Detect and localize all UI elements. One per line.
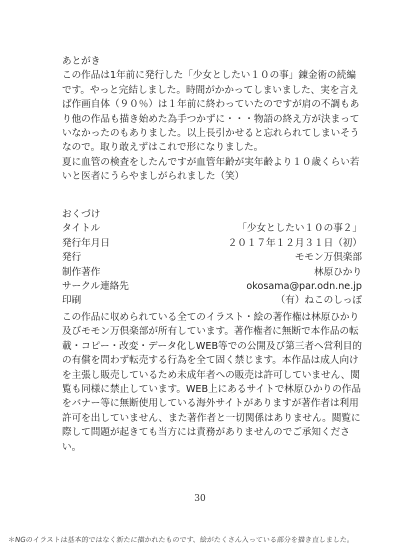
colophon-label: タイトル <box>62 223 101 235</box>
colophon-row-title <box>62 222 362 236</box>
afterword-section <box>62 55 362 185</box>
colophon-row-publisher <box>62 251 362 265</box>
colophon-label: サークル連絡先 <box>62 281 129 293</box>
colophon-label: 発行年月日 <box>62 237 110 249</box>
footnote: ＊NGのイラストは基本的ではなく新たに描かれたものです、絵がたくさん入っている部分を描き直しました。 <box>7 536 355 544</box>
afterword-heading: あとがき <box>62 56 101 67</box>
colophon-value: モモン万倶楽部 <box>294 252 362 264</box>
page-number: 30 <box>194 494 206 504</box>
copyright-notice-body: この作品に収められている全てのイラスト・絵の著作権は林原ひかり及びモモン万倶楽部が所有しています。著作権者に無断で本作品の転載・コピー・改変・データ化しWEB等での公開及び第三者へ営利目的の有償を問わず転売する行為を全て固く禁じます。本作品は成人向けを主張し販売しているため未成年者への販売は許可していません、閲覧も同様に禁止しています。WEB上にあるサイトで林原ひかりの作品をバナー等に無断使用している海外サイトがありますが著作者は利用許可を出していません、また著作者と一切関係はありません。閲覧に際して問題が起きても当方には責務がありませんのでご承知ください。 <box>62 312 362 453</box>
colophon-value: 林原ひかり <box>314 266 362 278</box>
colophon-heading: おくづけ <box>62 209 101 220</box>
colophon-row-contact <box>62 280 362 294</box>
colophon-value: （有）ねこのしっぽ <box>275 295 362 307</box>
colophon-row-author <box>62 266 362 280</box>
afterword-body: この作品は1年前に発行した「少女としたい１０の事」錬金術の続編です。やっと完結しました。時間がかかってしまいました、実を言えば作画自体（９０％）は１年前に終わっていたのですが肩の不調もあり他の作品も描き始めた為手つかずに・・・物語の終え方が決まっていなかったのもありました。以上長引かせると忘れられてしまいそうなので。取り敢えずはこれで形になりました。 <box>62 70 360 154</box>
colophon-row-printer <box>62 294 362 308</box>
colophon-row-date <box>62 237 362 251</box>
colophon-value: okosama@par.odn.ne.jp <box>246 281 362 293</box>
colophon-value: ２０１７年１２月３１日（初） <box>227 237 362 249</box>
colophon-value: 「少女としたい１０の事２」 <box>237 223 362 235</box>
afterword-body-2: 夏に血管の検査をしたんですが血管年齢が実年齢より１０歳くらい若いと医者にうらやましがられました（笑） <box>62 156 360 183</box>
colophon-label: 印刷 <box>62 295 82 307</box>
colophon-section <box>62 208 362 309</box>
colophon-label: 制作著作 <box>62 266 101 278</box>
colophon-label: 発行 <box>62 252 82 264</box>
copyright-notice <box>62 311 362 455</box>
